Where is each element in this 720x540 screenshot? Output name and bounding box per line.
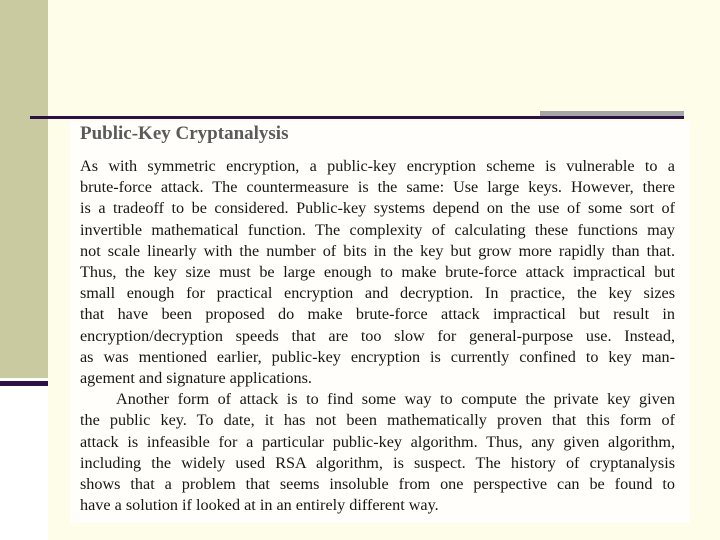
text-line: agement and signature applications. — [80, 369, 312, 388]
text-line: is a tradeoff to be considered. Public-key systems depend on the use of some sort of — [80, 199, 675, 218]
text-line: brute-force attack. The countermeasure is the same: Use large keys. However, there — [80, 178, 675, 197]
paragraph-2 — [80, 389, 675, 516]
text-line: have a solution if looked at in an entirely different way. — [80, 496, 439, 515]
text-line: small enough for practical encryption and decryption. In practice, the key sizes — [80, 284, 675, 303]
body-text — [80, 156, 675, 516]
text-line: attack is infeasible for a particular public-key algorithm. Thus, any given algorithm, — [80, 432, 675, 451]
slide-sidebar — [0, 0, 48, 378]
text-line: invertible mathematical function. The complexity of calculating these functions may — [80, 220, 675, 239]
text-line: as was mentioned earlier, public-key encryption is currently confined to key man- — [80, 347, 675, 366]
scanned-page — [70, 121, 690, 523]
paragraph-1 — [80, 156, 675, 389]
section-heading: Public-Key Cryptanalysis — [80, 123, 289, 144]
text-line: Another form of attack is to find some way to compute the private key given — [116, 390, 675, 409]
text-line: shows that a problem that seems insoluble from one perspective can be found to — [80, 475, 675, 494]
title-rule — [30, 116, 684, 119]
text-line: Thus, the key size must be large enough to make brute-force attack impractical but — [80, 263, 675, 282]
text-line: As with symmetric encryption, a public-key encryption scheme is vulnerable to a — [80, 157, 675, 175]
sidebar-rule — [0, 381, 48, 386]
text-line: that have been proposed do make brute-force attack impractical but result in — [80, 305, 675, 324]
text-line: including the widely used RSA algorithm, is suspect. The history of cryptanalysis — [80, 453, 675, 472]
text-line: the public key. To date, it has not been mathematically proven that this form of — [80, 411, 675, 430]
text-line: not scale linearly with the number of bits in the key but grow more rapidly than that. — [80, 241, 675, 260]
text-line: encryption/decryption speeds that are too slow for general-purpose use. Instead, — [80, 326, 675, 345]
